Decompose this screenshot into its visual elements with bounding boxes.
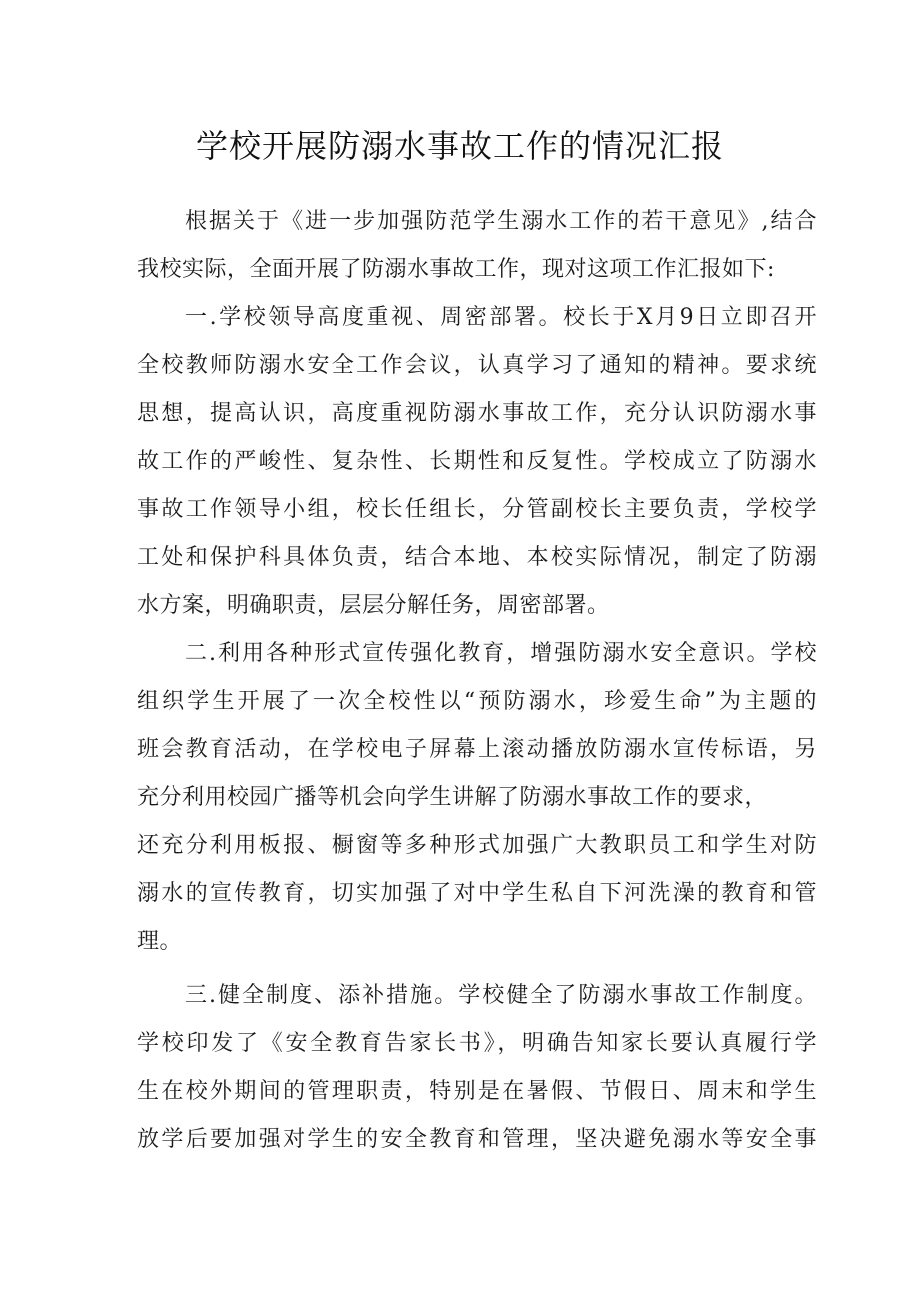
paragraph-section-1: [137, 294, 817, 630]
paragraph-line: 理。: [137, 929, 183, 954]
paragraph-line: 放学后要加强对学生的安全教育和管理，坚决避免溺水等安全事: [137, 1127, 817, 1152]
paragraph-line: 思想，提高认识，高度重视防溺水事故工作，充分认识防溺水事: [137, 401, 817, 426]
paragraph-line: 生在校外期间的管理职责，特别是在暑假、节假日、周末和学生: [137, 1079, 817, 1104]
paragraph-line: 溺水的宣传教育，切实加强了对中学生私自下河洗澡的教育和管: [137, 881, 817, 906]
paragraph-section-2: [137, 630, 817, 966]
document-title: 学校开展防溺水事故工作的情况汇报: [195, 127, 724, 166]
paragraph-intro: [137, 198, 817, 294]
paragraph-line: 学校印发了《安全教育告家长书》，明确告知家长要认真履行学: [137, 1031, 817, 1056]
paragraph-line: 二.利用各种形式宣传强化教育，增强防溺水安全意识。学校: [185, 641, 817, 666]
paragraph-line: 还充分利用板报、橱窗等多种形式加强广大教职员工和学生对防: [137, 833, 817, 858]
paragraph-line: 全校教师防溺水安全工作会议，认真学习了通知的精神。要求统: [137, 353, 817, 378]
paragraph-line: 根据关于《进一步加强防范学生溺水工作的若干意见》,结合: [185, 209, 817, 234]
paragraph-line: 故工作的严峻性、复杂性、长期性和反复性。学校成立了防溺水: [137, 449, 817, 474]
paragraph-line: 事故工作领导小组，校长任组长，分管副校长主要负责，学校学: [137, 497, 817, 522]
paragraph-line: 我校实际，全面开展了防溺水事故工作，现对这项工作汇报如下:: [137, 257, 775, 282]
document-body: [137, 198, 817, 1164]
paragraph-line: 三.健全制度、添补措施。学校健全了防溺水事故工作制度。: [185, 983, 817, 1008]
paragraph-section-3: [137, 972, 817, 1164]
paragraph-line: 一.学校领导高度重视、周密部署。校长于X月9日立即召开: [185, 305, 817, 330]
paragraph-line: 充分利用校园广播等机会向学生讲解了防溺水事故工作的要求，: [137, 785, 768, 810]
paragraph-line: 组织学生开展了一次全校性以“预防溺水，珍爱生命”为主题的: [137, 689, 817, 714]
paragraph-line: 水方案，明确职责，层层分解任务，周密部署。: [137, 593, 610, 618]
paragraph-line: 班会教育活动，在学校电子屏幕上滚动播放防溺水宣传标语，另: [137, 737, 817, 762]
paragraph-line: 工处和保护科具体负责，结合本地、本校实际情况，制定了防溺: [137, 545, 817, 570]
